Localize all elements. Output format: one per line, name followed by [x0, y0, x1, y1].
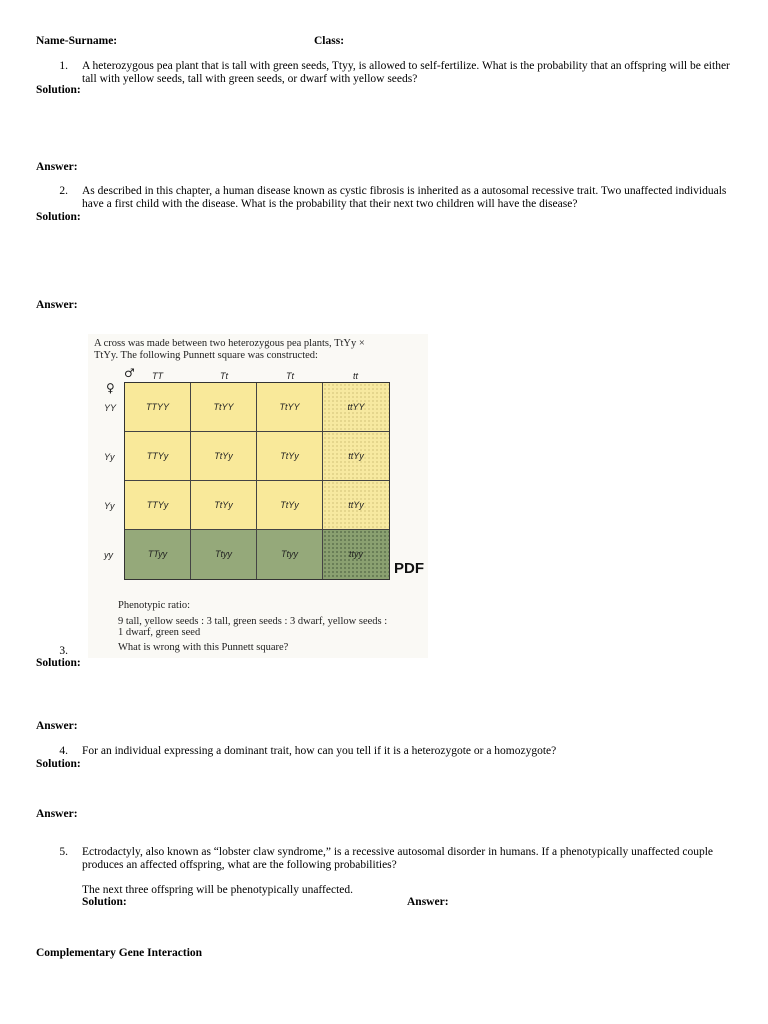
female-symbol-icon: ♀	[106, 381, 115, 395]
row-header: yy	[104, 550, 113, 560]
question-1-solution-label: Solution:	[36, 84, 81, 96]
punnett-cell: TtYy	[257, 432, 323, 481]
punnett-cell: TtYY	[191, 383, 257, 432]
question-4-solution-label: Solution:	[36, 758, 81, 770]
row-header: Yy	[104, 501, 115, 511]
phenotypic-ratio-line-2: 1 dwarf, green seed	[118, 627, 201, 638]
pdf-watermark: PDF	[394, 560, 424, 577]
punnett-square-figure	[88, 334, 428, 658]
column-header: Tt	[220, 371, 228, 381]
question-5-subtext: The next three offspring will be phenotypically unaffected.	[82, 884, 354, 896]
punnett-cell: TTYy	[125, 481, 191, 530]
punnett-cell: ttyy	[323, 530, 389, 579]
question-4-number: 4.	[59, 745, 68, 757]
question-1-answer-label: Answer:	[36, 161, 78, 173]
figure-question: What is wrong with this Punnett square?	[118, 642, 289, 653]
punnett-cell: Ttyy	[191, 530, 257, 579]
column-header: TT	[152, 371, 163, 381]
question-5-number: 5.	[59, 846, 68, 858]
name-surname-label: Name-Surname:	[36, 35, 118, 47]
question-2-solution-label: Solution:	[36, 211, 81, 223]
question-3-answer-label: Answer:	[36, 720, 78, 732]
question-5-solution-label: Solution:	[82, 896, 127, 908]
question-1-number: 1.	[59, 60, 68, 72]
question-4-answer-label: Answer:	[36, 808, 78, 820]
column-header: tt	[353, 371, 359, 381]
question-2-number: 2.	[59, 185, 68, 197]
phenotypic-ratio-line-1: 9 tall, yellow seeds : 3 tall, green seeds : 3 dwarf, yellow seeds :	[118, 616, 388, 627]
figure-intro-line-1: A cross was made between two heterozygous pea plants, TtYy ×	[94, 338, 365, 349]
punnett-cell: TtYy	[257, 481, 323, 530]
punnett-cell: ttYy	[323, 481, 389, 530]
figure-intro-line-2: TtYy. The following Punnett square was constructed:	[94, 350, 318, 361]
column-header: Tt	[286, 371, 294, 381]
punnett-cell: TTYY	[125, 383, 191, 432]
question-2-text: As described in this chapter, a human disease known as cystic fibrosis is inherited as a autosomal recessive trait. Two unaffected individuals have a first child with the disease. What is the probability that their next two children will have the disease?	[82, 185, 727, 210]
question-5-answer-label: Answer:	[407, 896, 449, 908]
question-5-text: Ectrodactyly, also known as “lobster claw syndrome,” is a recessive autosomal disorder in humans. If a phenotypically unaffected couple produces an affected offspring, what are the following probabilities?	[82, 846, 714, 871]
punnett-grid	[124, 382, 390, 580]
punnett-cell: TTyy	[125, 530, 191, 579]
question-2-answer-label: Answer:	[36, 299, 78, 311]
section-heading: Complementary Gene Interaction	[36, 947, 203, 959]
class-label: Class:	[314, 35, 345, 47]
punnett-cell: TtYy	[191, 481, 257, 530]
question-3-number: 3.	[59, 645, 68, 657]
punnett-cell: ttYy	[323, 432, 389, 481]
punnett-cell: Ttyy	[257, 530, 323, 579]
punnett-cell: TtYY	[257, 383, 323, 432]
question-4-text: For an individual expressing a dominant trait, how can you tell if it is a heterozygote or a homozygote?	[82, 745, 557, 757]
punnett-cell: TTYy	[125, 432, 191, 481]
row-header: YY	[104, 403, 117, 413]
male-symbol-icon: ♂	[124, 366, 135, 380]
punnett-cell: ttYY	[323, 383, 389, 432]
question-1-text: A heterozygous pea plant that is tall with green seeds, Ttyy, is allowed to self-fertilize. What is the probability that an offspring will be either tall with yellow seeds, tall with green seeds, or dwarf with yellow seeds?	[82, 60, 730, 85]
row-header: Yy	[104, 452, 115, 462]
punnett-cell: TtYy	[191, 432, 257, 481]
question-3-solution-label: Solution:	[36, 657, 81, 669]
phenotypic-ratio-label: Phenotypic ratio:	[118, 600, 191, 611]
